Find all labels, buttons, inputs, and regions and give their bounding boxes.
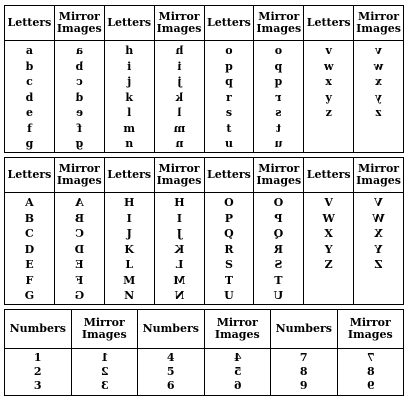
mirrored-character: p <box>274 59 283 73</box>
mirrored-character: u <box>274 137 283 150</box>
character: N <box>124 289 135 302</box>
mirrored-character: A <box>75 196 84 209</box>
character: 1 <box>33 351 42 364</box>
mirrored-character: 4 <box>233 351 242 364</box>
mirrored-character: M <box>172 273 186 287</box>
mirrored-character: Y <box>374 242 383 256</box>
character: 8 <box>299 365 308 378</box>
original-column <box>138 349 205 396</box>
character: W <box>322 211 335 225</box>
character: x <box>325 75 332 88</box>
header-numbers: Numbers <box>5 310 72 349</box>
header-mirror-images: Mirror Images <box>254 158 304 193</box>
mirrored-character: I <box>176 211 182 225</box>
character: D <box>24 242 35 256</box>
mirrored-character: Z <box>374 258 383 271</box>
original-column <box>271 349 338 396</box>
header-letters: Letters <box>304 6 354 41</box>
character: e <box>25 106 33 119</box>
header-letters: Letters <box>104 158 154 193</box>
mirrored-character: B <box>74 211 84 225</box>
header-letters: Letters <box>5 158 55 193</box>
character: b <box>25 59 34 73</box>
header-mirror-images: Mirror Images <box>154 158 204 193</box>
character: O <box>224 196 234 209</box>
mirrored-character: 5 <box>233 365 242 378</box>
character: 6 <box>166 379 175 392</box>
header-mirror-images: Mirror Images <box>337 310 404 349</box>
mirrored-character: O <box>274 196 284 209</box>
mirrored-character: 7 <box>366 351 375 364</box>
mirrored-character: 9 <box>366 379 375 392</box>
mirror-column <box>71 349 138 396</box>
mirrored-character: l <box>176 106 182 119</box>
character: l <box>127 106 132 119</box>
mirrored-character: o <box>275 44 283 57</box>
character: B <box>24 211 35 225</box>
mirrored-character: d <box>75 90 84 104</box>
mirrored-character: C <box>74 227 84 240</box>
character: f <box>27 121 32 135</box>
character: y <box>325 90 332 104</box>
mirrored-character: 8 <box>366 365 375 378</box>
character: c <box>26 75 33 88</box>
mirror-column <box>204 349 271 396</box>
mirrored-character: t <box>276 121 282 135</box>
original-column <box>304 193 354 305</box>
header-letters: Letters <box>304 158 354 193</box>
mirrored-character: G <box>74 289 85 302</box>
character: X <box>324 227 333 240</box>
header-mirror-images: Mirror Images <box>54 158 104 193</box>
mirrored-character: S <box>274 258 283 271</box>
table-row <box>5 349 404 396</box>
character: m <box>123 121 135 135</box>
character: d <box>25 90 34 104</box>
character: w <box>323 59 334 73</box>
mirrored-character: a <box>75 44 83 57</box>
original-column <box>104 41 154 153</box>
header-letters: Letters <box>5 6 55 41</box>
mirrored-character: J <box>176 227 182 240</box>
mirrored-character: j <box>177 75 182 88</box>
mirrored-character: P <box>274 211 283 225</box>
mirrored-character: r <box>275 90 282 104</box>
mirrored-character: W <box>372 211 385 225</box>
header-mirror-images: Mirror Images <box>154 6 204 41</box>
header-mirror-images: Mirror Images <box>254 6 304 41</box>
character: q <box>225 75 233 88</box>
character: 7 <box>299 351 308 364</box>
header-mirror-images: Mirror Images <box>71 310 138 349</box>
character: 4 <box>166 351 175 364</box>
header-letters: Letters <box>104 6 154 41</box>
header-mirror-images: Mirror Images <box>354 158 404 193</box>
character: E <box>25 258 34 271</box>
mirror-column <box>354 193 404 305</box>
character: Y <box>324 242 333 256</box>
mirrored-character: Q <box>274 227 284 240</box>
mirrored-character: w <box>373 59 384 73</box>
character: G <box>24 289 35 302</box>
mirrored-character: U <box>274 289 284 302</box>
original-column <box>5 41 55 153</box>
header-letters: Letters <box>204 158 254 193</box>
character: F <box>25 273 34 287</box>
mirrored-character: K <box>174 242 184 256</box>
lowercase-mirror-table <box>4 5 404 153</box>
uppercase-mirror-table <box>4 157 404 305</box>
original-column <box>5 193 55 305</box>
mirrored-character: m <box>173 121 185 135</box>
mirror-column <box>54 193 104 305</box>
mirrored-character: g <box>75 137 84 150</box>
mirrored-character: 2 <box>100 365 109 378</box>
mirrored-character: f <box>76 121 82 135</box>
mirrored-character: h <box>175 44 184 57</box>
character: v <box>325 44 332 57</box>
character: r <box>226 90 232 104</box>
character: u <box>224 137 233 150</box>
mirrored-character: E <box>75 258 84 271</box>
mirrored-character: H <box>173 196 185 209</box>
header-mirror-images: Mirror Images <box>54 6 104 41</box>
character: 3 <box>33 379 42 392</box>
original-column <box>304 41 354 153</box>
mirror-column <box>54 41 104 153</box>
mirrored-character: n <box>175 137 184 150</box>
character: V <box>324 196 333 209</box>
mirrored-character: L <box>175 258 183 271</box>
original-column <box>204 41 254 153</box>
character: 9 <box>299 379 308 392</box>
header-mirror-images: Mirror Images <box>204 310 271 349</box>
character: h <box>125 44 134 57</box>
mirrored-character: 1 <box>100 351 109 364</box>
character: z <box>325 106 332 119</box>
character: 2 <box>33 365 42 378</box>
character: Z <box>324 258 333 271</box>
character: i <box>127 59 132 73</box>
original-column <box>104 193 154 305</box>
character: k <box>125 90 133 104</box>
mirrored-character: x <box>375 75 382 88</box>
character: T <box>224 273 234 287</box>
mirrored-character: y <box>375 90 382 104</box>
character: a <box>25 44 33 57</box>
character: o <box>225 44 233 57</box>
numbers-mirror-table <box>4 309 404 396</box>
character: C <box>25 227 34 240</box>
mirrored-character: D <box>74 242 85 256</box>
character: n <box>125 137 134 150</box>
character: H <box>123 196 135 209</box>
character: L <box>125 258 134 271</box>
mirrored-character: e <box>75 106 83 119</box>
original-column <box>204 193 254 305</box>
original-column <box>5 349 72 396</box>
mirror-column <box>254 41 304 153</box>
character: 5 <box>166 365 175 378</box>
mirrored-character: R <box>274 242 284 256</box>
character: I <box>126 211 132 225</box>
character: t <box>226 121 232 135</box>
header-numbers: Numbers <box>138 310 205 349</box>
character: j <box>127 75 132 88</box>
character: P <box>224 211 234 225</box>
character: p <box>225 59 233 73</box>
mirrored-character: 6 <box>233 379 242 392</box>
mirrored-character: F <box>75 273 84 287</box>
character: s <box>225 106 233 119</box>
mirrored-character: z <box>375 106 382 119</box>
mirrored-character: b <box>75 59 84 73</box>
character: R <box>224 242 234 256</box>
mirror-column <box>154 193 204 305</box>
mirrored-character: i <box>176 59 182 73</box>
mirrored-character: s <box>275 106 282 119</box>
mirror-column <box>337 349 404 396</box>
character: U <box>224 289 234 302</box>
mirrored-character: v <box>375 44 382 57</box>
character: A <box>25 196 34 209</box>
mirrored-character: c <box>75 75 83 88</box>
mirrored-character: V <box>374 196 383 209</box>
table-row <box>5 41 404 153</box>
character: J <box>126 227 132 240</box>
mirror-column <box>254 193 304 305</box>
character: K <box>124 242 134 256</box>
character: Q <box>224 227 234 240</box>
character: S <box>224 258 233 271</box>
mirror-column <box>354 41 404 153</box>
mirrored-character: N <box>174 289 185 302</box>
mirrored-character: 3 <box>100 379 109 392</box>
mirror-column <box>154 41 204 153</box>
mirrored-character: k <box>175 90 183 104</box>
character: M <box>123 273 136 287</box>
mirrored-character: T <box>274 273 283 287</box>
header-letters: Letters <box>204 6 254 41</box>
mirrored-character: X <box>374 227 383 240</box>
header-mirror-images: Mirror Images <box>354 6 404 41</box>
mirrored-character: q <box>274 75 283 88</box>
table-row <box>5 193 404 305</box>
character: g <box>25 137 34 150</box>
header-numbers: Numbers <box>271 310 338 349</box>
